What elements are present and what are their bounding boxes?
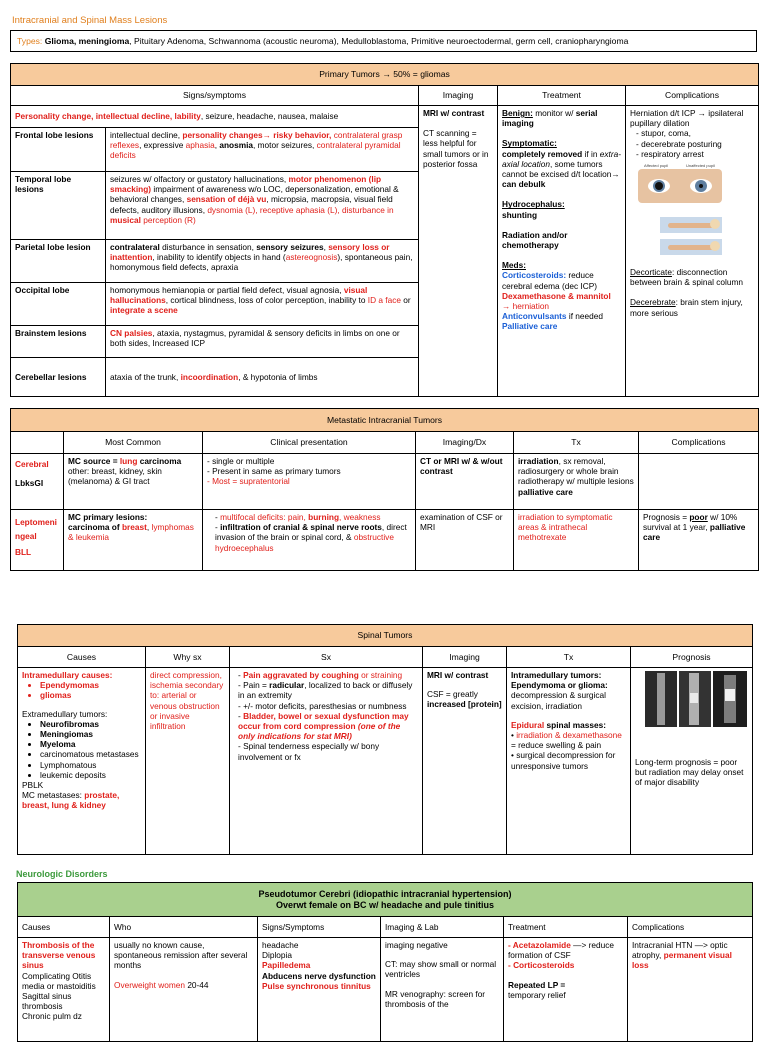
dexa-label: Dexamethasone & mannitol bbox=[502, 290, 611, 301]
ptc-title: Pseudotumor Cerebri (idiopathic intracranial hypertension) Overwt female on BC w/ headache and pule tinitius bbox=[18, 883, 753, 917]
brainstem-text: CN palsies, ataxia, nystagmus, pyramidal & sensory deficits in limbs on one or both sides, Increased ICP bbox=[106, 326, 419, 358]
decorticate-figure bbox=[660, 217, 722, 233]
ptc-imaging: imaging negative CT: may show small or normal ventricles MR venography: screen for thrombosis of the bbox=[381, 938, 504, 1042]
spinal-tumors-table bbox=[17, 624, 753, 855]
radiation-text: Radiation and/or chemotherapy bbox=[502, 229, 568, 251]
mri-images bbox=[635, 671, 748, 729]
cerebral-label-cell: Cerebral LbksGI bbox=[11, 454, 64, 510]
metastatic-header: Imaging/Dx bbox=[416, 432, 514, 454]
cerebral-complications bbox=[639, 454, 759, 510]
types-rest: , Pituitary Adenoma, Schwannoma (acoustic neuroma), Medulloblastoma, Primitive neuroectodermal, germ cell, craniopharyngioma bbox=[129, 36, 629, 46]
ptc-treatment: - Acetazolamide —> reduce formation of CSF - Corticosteroids Repeated LP = temporary relief bbox=[504, 938, 628, 1042]
face-photo bbox=[638, 169, 722, 203]
pupil-label-affected: Affected pupil bbox=[644, 163, 669, 169]
cerebellar-label: Cerebellar lesions bbox=[11, 358, 106, 397]
brainstem-label: Brainstem lesions bbox=[11, 326, 106, 358]
header-complications: Complications bbox=[626, 86, 759, 106]
symptomatic-bold: completely removed bbox=[502, 148, 583, 159]
primary-title: Primary Tumors → 50% = gliomas bbox=[11, 64, 759, 86]
imaging-cell bbox=[419, 106, 498, 397]
temporal-label: Temporal lobe lesions bbox=[11, 172, 106, 240]
treatment-cell bbox=[498, 106, 626, 397]
occipital-label: Occipital lobe bbox=[11, 283, 106, 326]
cerebellar-text: ataxia of the trunk, incoordination, & hypotonia of limbs bbox=[106, 358, 419, 397]
pseudotumor-table bbox=[17, 882, 753, 1042]
primary-tumors-table bbox=[10, 63, 759, 397]
benign-bold: serial imaging bbox=[502, 108, 598, 129]
symptomatic-italic: extra-axial location bbox=[502, 148, 621, 169]
cerebral-tx: irradiation, sx removal, radiosurgery or whole brain radiotherapy w/ multiple lesions palliative care bbox=[514, 454, 639, 510]
general-signs-rest: , seizure, headache, nausea, malaise bbox=[200, 111, 339, 122]
metastatic-header-empty bbox=[11, 432, 64, 454]
general-signs bbox=[11, 106, 419, 128]
occipital-text: homonymous hemianopia or partial field defect, visual agnosia, visual hallucinations, cortical blindness, loss of color perception, inability to ID a face or integrate a scene bbox=[106, 283, 419, 326]
benign-text: monitor w/ bbox=[532, 108, 576, 118]
ptc-header: Signs/Symptoms bbox=[258, 917, 381, 938]
frontal-text: intellectual decline, personality changes→ risky behavior, contralateral grasp reflexes, expressive aphasia, anosmia, motor seizures, contralateral pyramidal deficits bbox=[106, 128, 419, 172]
symptomatic-p1: if in bbox=[582, 148, 600, 159]
ptc-complications: Intracranial HTN —> optic atrophy, permanent visual loss bbox=[628, 938, 753, 1042]
pupil-label-unaffected: Unaffected pupil bbox=[686, 163, 715, 169]
spinal-header: Tx bbox=[507, 647, 631, 668]
tumor-types-box bbox=[10, 30, 757, 52]
metastatic-header: Most Common bbox=[64, 432, 203, 454]
frontal-label: Frontal lobe lesions bbox=[11, 128, 106, 172]
spinal-header: Prognosis bbox=[631, 647, 753, 668]
general-signs-red: Personality change, intellectual decline, lability bbox=[15, 111, 201, 122]
lepto-common: MC primary lesions: carcinoma of breast, lymphomas & leukemia bbox=[64, 510, 203, 571]
symptomatic-label: Symptomatic: bbox=[502, 138, 557, 149]
anticonv-text: if needed bbox=[566, 311, 603, 322]
lepto-complications: Prognosis = poor w/ 10% survival at 1 year, palliative care bbox=[639, 510, 759, 571]
decerebrate-text: : brain stem injury, more serious bbox=[630, 297, 743, 318]
decerebrate-label: Decerebrate bbox=[630, 297, 676, 308]
complications-cell bbox=[626, 106, 759, 397]
ptc-header: Complications bbox=[628, 917, 753, 938]
herniation-item: - decerebrate posturing bbox=[636, 139, 754, 149]
decerebrate-figure bbox=[660, 239, 722, 255]
ptc-causes: Thrombosis of the transverse venous sinus Complicating Otitis media or mastoiditis Sagittal sinus thrombosis Chronic pulm dz bbox=[18, 938, 110, 1042]
header-signs: Signs/symptoms bbox=[11, 86, 419, 106]
ptc-header: Causes bbox=[18, 917, 110, 938]
ptc-signs: headache Diplopia Papilledema Abducens nerve dysfunction Pulse synchronous tinnitus bbox=[258, 938, 381, 1042]
herniation-list bbox=[630, 128, 754, 159]
parietal-text: contralateral disturbance in sensation, sensory seizures, sensory loss or inattention, inability to identify objects in hand (astereognosis), spontaneous pain, homonymous field defects, apraxia bbox=[106, 240, 419, 283]
pupil-image bbox=[638, 163, 722, 205]
metastatic-header: Complications bbox=[639, 432, 759, 454]
spinal-why: direct compression, ischemia secondary to: arterial or venous obstruction or invasive infiltration bbox=[146, 668, 230, 855]
header-treatment: Treatment bbox=[498, 86, 626, 106]
posturing-image bbox=[660, 213, 722, 259]
hydro-bold: shunting bbox=[502, 209, 538, 220]
document-title: Intracranial and Spinal Mass Lesions bbox=[12, 15, 168, 26]
ptc-header: Imaging & Lab bbox=[381, 917, 504, 938]
metastatic-header: Tx bbox=[514, 432, 639, 454]
header-imaging: Imaging bbox=[419, 86, 498, 106]
cerebral-common: MC source = lung carcinoma other: breast, kidney, skin (melanoma) & GI tract bbox=[64, 454, 203, 510]
ptc-header: Who bbox=[110, 917, 258, 938]
spinal-sx: - Pain aggravated by coughing or straining - Pain = radicular, localized to back or diffusely in an extremity - +/- motor deficits, paresthesias or numbness - Bladder, bowel or sexual dysfunction may occur from cord compression (one of the only indications for stat MRI) - Spinal tenderness especially w/ bony involvement or fx bbox=[230, 668, 423, 855]
spinal-causes: Intramedullary causes: • Ependymomas • gliomas Extramedullary tumors: • Neurofibromas • Meningiomas • Myeloma • carcinomatous metastases • Lymphomatous • leukemic deposits PBLK MC metastases: prostate, breast, lung & kidney bbox=[18, 668, 146, 855]
metastatic-header: Clinical presentation bbox=[203, 432, 416, 454]
symptomatic-p2: , some tumors cannot be excised d/t location→ bbox=[502, 158, 620, 180]
metastatic-title: Metastatic Intracranial Tumors bbox=[11, 409, 759, 432]
temporal-text: seizures w/ olfactory or gustatory hallucinations, motor phenomenon (lip smacking) impairment of awareness w/o LOC, depersonalization, emotional & behavioral changes, sensation of déjà vu, micropsia, macropsia, visual field defects, auditory illusions, dysnomia (L), receptive aphasia (L), disturbance in musical perception (R) bbox=[106, 172, 419, 240]
anticonv-label: Anticonvulsants bbox=[502, 311, 567, 322]
cerebral-imaging: CT or MRI w/ & w/out contrast bbox=[416, 454, 514, 510]
decorticate-text: : disconnection between brain & spinal column bbox=[630, 267, 743, 288]
spinal-header: Imaging bbox=[423, 647, 507, 668]
spinal-header: Causes bbox=[18, 647, 146, 668]
ptc-header: Treatment bbox=[504, 917, 628, 938]
cerebral-clinical: - single or multiple - Present in same as primary tumors - Most = supratentorial bbox=[203, 454, 416, 510]
meds-label: Meds: bbox=[502, 260, 526, 271]
spinal-title: Spinal Tumors bbox=[18, 625, 753, 647]
cortico-text: reduce cerebral edema (dec ICP) bbox=[502, 270, 597, 291]
imaging-mri: MRI w/ contrast bbox=[423, 108, 485, 118]
parietal-label: Parietal lobe lesion bbox=[11, 240, 106, 283]
ptc-who: usually no known cause, spontaneous remission after several months Overweight women 20-44 bbox=[110, 938, 258, 1042]
benign-label: Benign: bbox=[502, 108, 533, 118]
lepto-label-cell: Leptomeningeal BLL bbox=[11, 510, 64, 571]
spinal-header: Sx bbox=[230, 647, 423, 668]
lepto-imaging: examination of CSF or MRI bbox=[416, 510, 514, 571]
spinal-header: Why sx bbox=[146, 647, 230, 668]
lepto-tx: irradiation to symptomatic areas & intrathecal methotrexate bbox=[514, 510, 639, 571]
decorticate-label: Decorticate bbox=[630, 267, 672, 278]
neurologic-title: Neurologic Disorders bbox=[16, 869, 108, 879]
types-bold-items: Glioma, meningioma bbox=[44, 36, 130, 46]
lepto-clinical: - multifocal deficits: pain, burning, weakness - infiltration of cranial & spinal nerve roots, direct invasion of the brain or spinal cord, & obstructive hydroecephalus bbox=[203, 510, 416, 571]
symptomatic-bold2: can debulk bbox=[502, 179, 546, 190]
metastatic-table bbox=[10, 408, 759, 571]
cortico-label: Corticosteroids: bbox=[502, 270, 567, 281]
spinal-imaging: MRI w/ contrast CSF = greatly increased [protein] bbox=[423, 668, 507, 855]
herniation-item: - respiratory arrest bbox=[636, 149, 754, 159]
herniation-text: Herniation d/t ICP → ipsilateral pupillary dilation bbox=[630, 108, 744, 129]
spinal-tx: Intramedullary tumors: Ependymoma or glioma: decompression & surgical excision, irradiation Epidural spinal masses: • irradiation & dexamethasone = reduce swelling & pain • surgical decompression for unresponsive tumors bbox=[507, 668, 631, 855]
herniation-item: - stupor, coma, bbox=[636, 128, 754, 138]
imaging-ct: CT scanning = less helpful for small tumors or in posterior fossa bbox=[423, 128, 489, 169]
palliative-text: Palliative care bbox=[502, 321, 558, 332]
hydro-label: Hydrocephalus: bbox=[502, 199, 565, 210]
spinal-prognosis: Long-term prognosis = poor but radiation may delay onset of major disability bbox=[631, 668, 753, 855]
dexa-red: → herniation bbox=[502, 301, 550, 312]
types-label: Types: bbox=[17, 36, 43, 46]
